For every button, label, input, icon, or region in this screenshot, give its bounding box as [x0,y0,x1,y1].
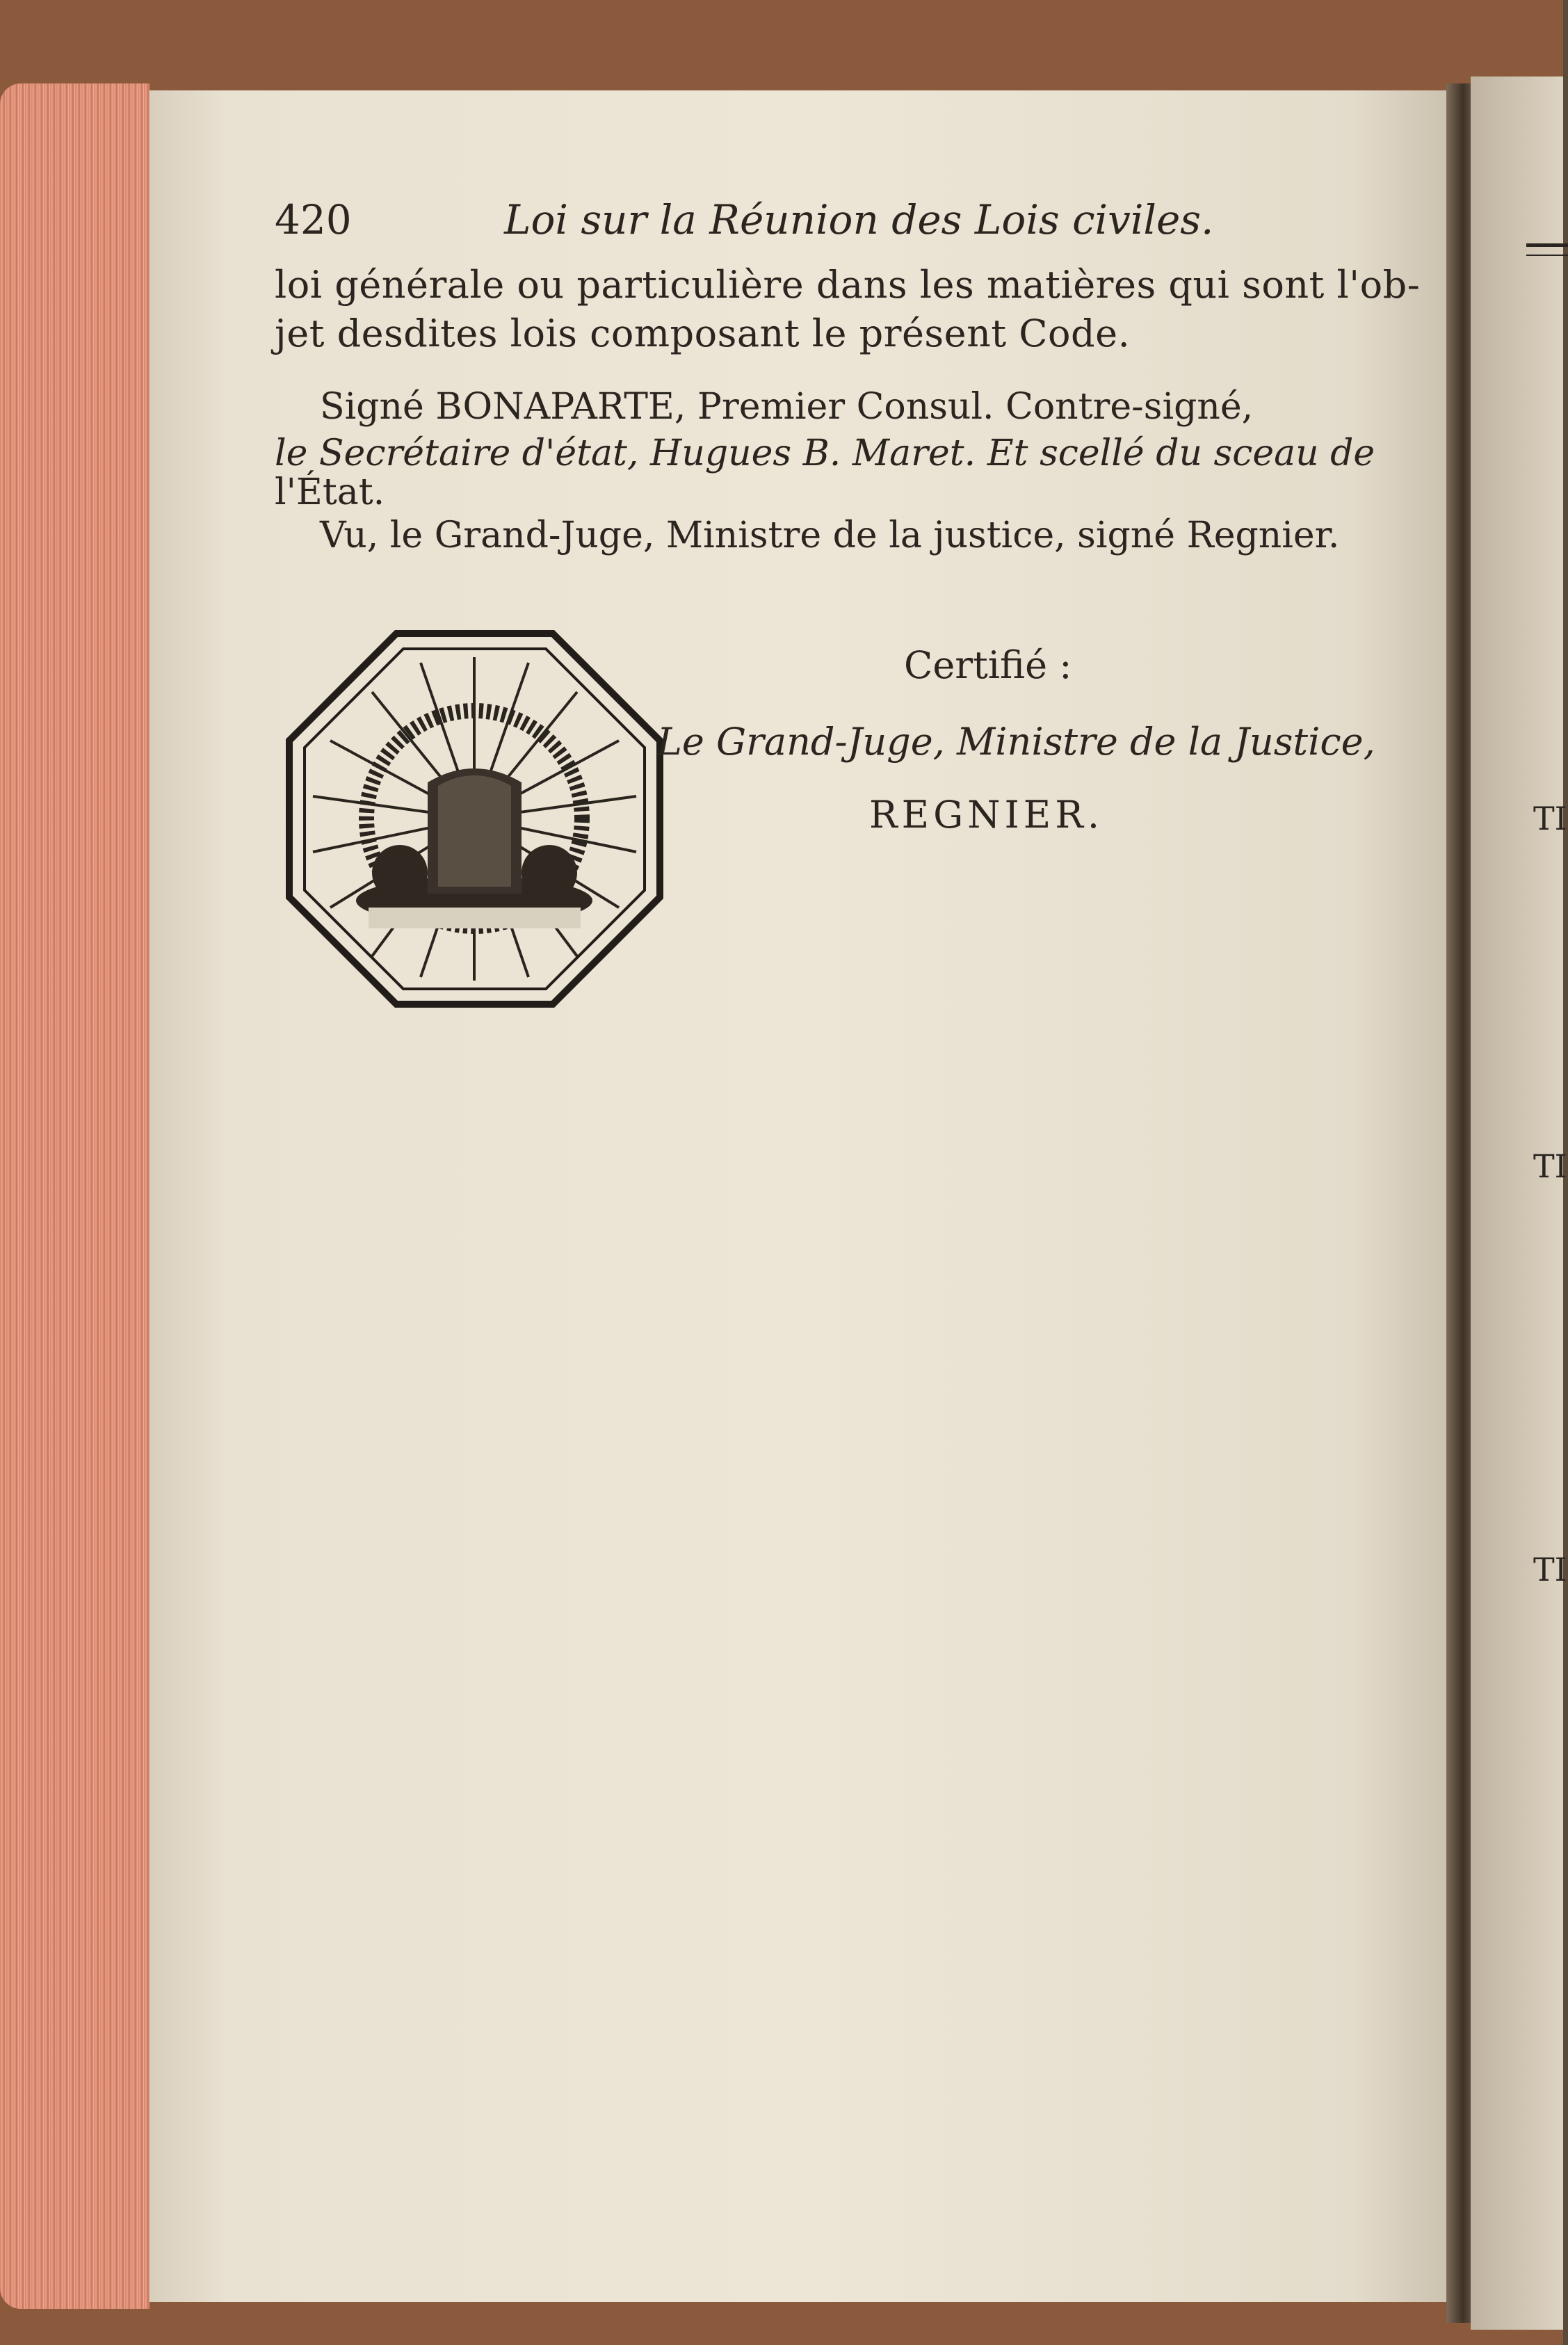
state-seal-image [285,629,664,1008]
signature-line: Signé BONAPARTE, Premier Consul. Contre-signé, [320,386,1254,428]
signature-line: l'État. [275,472,385,513]
certification-role: Le Grand-Juge, Ministre de la Justice, [657,720,1375,764]
running-title: Loi sur la Réunion des Lois civiles. [504,196,1214,243]
body-line: jet desdites lois composant le présent Code. [275,312,1131,355]
page-block-edge [0,83,149,2309]
page-number: 420 [275,196,352,243]
facing-page-text: TI [1533,800,1567,837]
body-line: loi générale ou particulière dans les matières qui sont l'ob- [275,263,1421,307]
facing-page-fragment [1471,76,1567,2330]
facing-page-rule [1526,255,1568,256]
signature-line: Vu, le Grand-Juge, Ministre de la justice, signé Regnier. [320,515,1340,556]
certification-name: REGNIER. [869,793,1104,837]
certification-heading: Certifié : [904,643,1072,687]
facing-page-text: TI [1533,1551,1567,1588]
facing-page-rule [1526,243,1568,247]
signature-line: le Secrétaire d'état, Hugues B. Maret. Et scellé du sceau de [275,433,1375,474]
facing-page-text: TI [1533,1147,1567,1185]
book-gutter [1446,83,1474,2323]
